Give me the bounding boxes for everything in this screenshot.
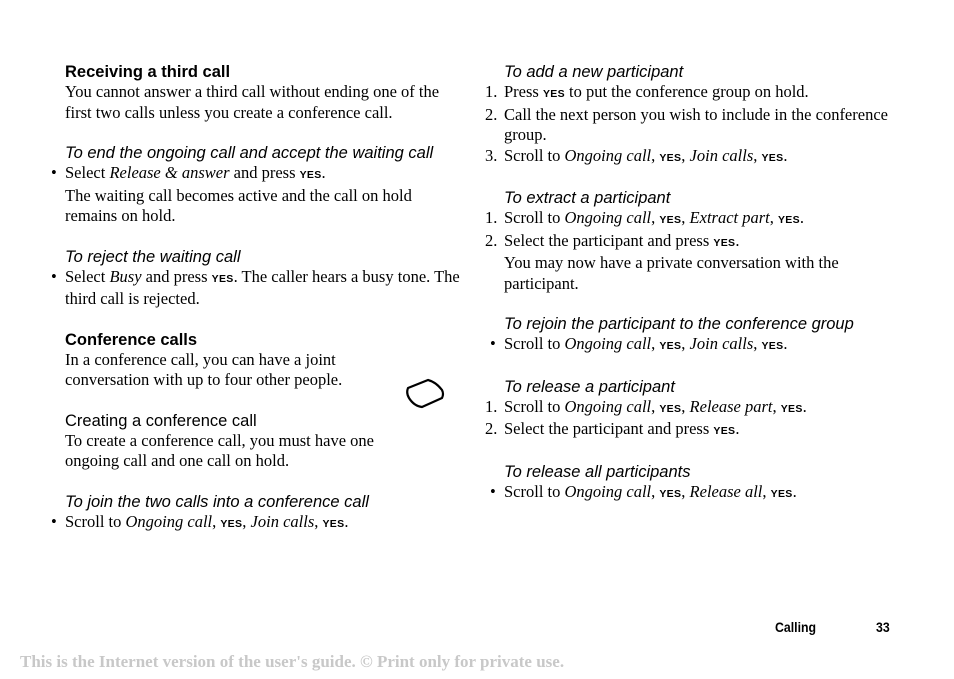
paragraph-private-conversation: You may now have a private conversation with the participant. [504, 253, 839, 293]
list-item: 1. Press YES to put the conference group on hold. [485, 82, 809, 101]
phone-menu-icon [404, 376, 446, 410]
list-item: 2. Select the participant and press YES. [485, 419, 740, 438]
heading-rejoin-participant: To rejoin the participant to the conference group [504, 315, 854, 333]
list-item: 2. Call the next person you wish to include in the conference group. [485, 104, 888, 144]
right-column [485, 62, 905, 504]
list-item: • Scroll to Ongoing call, YES, Join calls, YES. [51, 511, 349, 531]
list-item: • Scroll to Ongoing call, YES, Join calls, YES. [490, 334, 788, 353]
heading-end-ongoing-call: To end the ongoing call and accept the waiting call [65, 144, 434, 162]
footer-section-label: Calling [775, 619, 817, 635]
heading-release-all: To release all participants [504, 462, 691, 481]
paragraph-create-conference: To create a conference call, you must have one ongoing call and one call on hold. [65, 430, 374, 470]
paragraph-conference: In a conference call, you can have a joint conversation with up to four other people. [65, 349, 343, 389]
paragraph-waiting-call-active: The waiting call becomes active and the call on hold remains on hold. [65, 185, 412, 225]
heading-add-participant: To add a new participant [504, 63, 684, 81]
internet-version-notice: This is the Internet version of the user's guide. © Print only for private use. [20, 652, 565, 671]
list-item: • Scroll to Ongoing call, YES, Release all, YES. [490, 481, 797, 501]
list-item: 2. Select the participant and press YES. [485, 230, 740, 250]
heading-join-two-calls: To join the two calls into a conference call [65, 492, 369, 511]
heading-creating-conference-call: Creating a conference call [65, 411, 257, 430]
heading-release-participant: To release a participant [504, 377, 675, 396]
heading-extract-participant: To extract a participant [504, 189, 671, 207]
heading-conference-calls: Conference calls [65, 330, 198, 349]
paragraph-third-call: You cannot answer a third call without ending one of the first two calls unless you create a conference call. [65, 82, 440, 122]
list-item: • Select Release & answer and press YES. [51, 163, 326, 182]
list-item: 1. Scroll to Ongoing call, YES, Extract part, YES. [485, 208, 805, 227]
list-item: 1. Scroll to Ongoing call, YES, Release part, YES. [485, 396, 807, 416]
left-column [51, 62, 465, 534]
page-number: 33 [876, 619, 890, 635]
list-item: • Select Busy and press YES. The caller hears a busy tone. The third call is rejected. [51, 266, 460, 308]
heading-reject-waiting-call: To reject the waiting call [65, 247, 241, 266]
heading-receiving-third-call: Receiving a third call [65, 63, 231, 81]
list-item: 3. Scroll to Ongoing call, YES, Join calls, YES. [485, 145, 788, 165]
